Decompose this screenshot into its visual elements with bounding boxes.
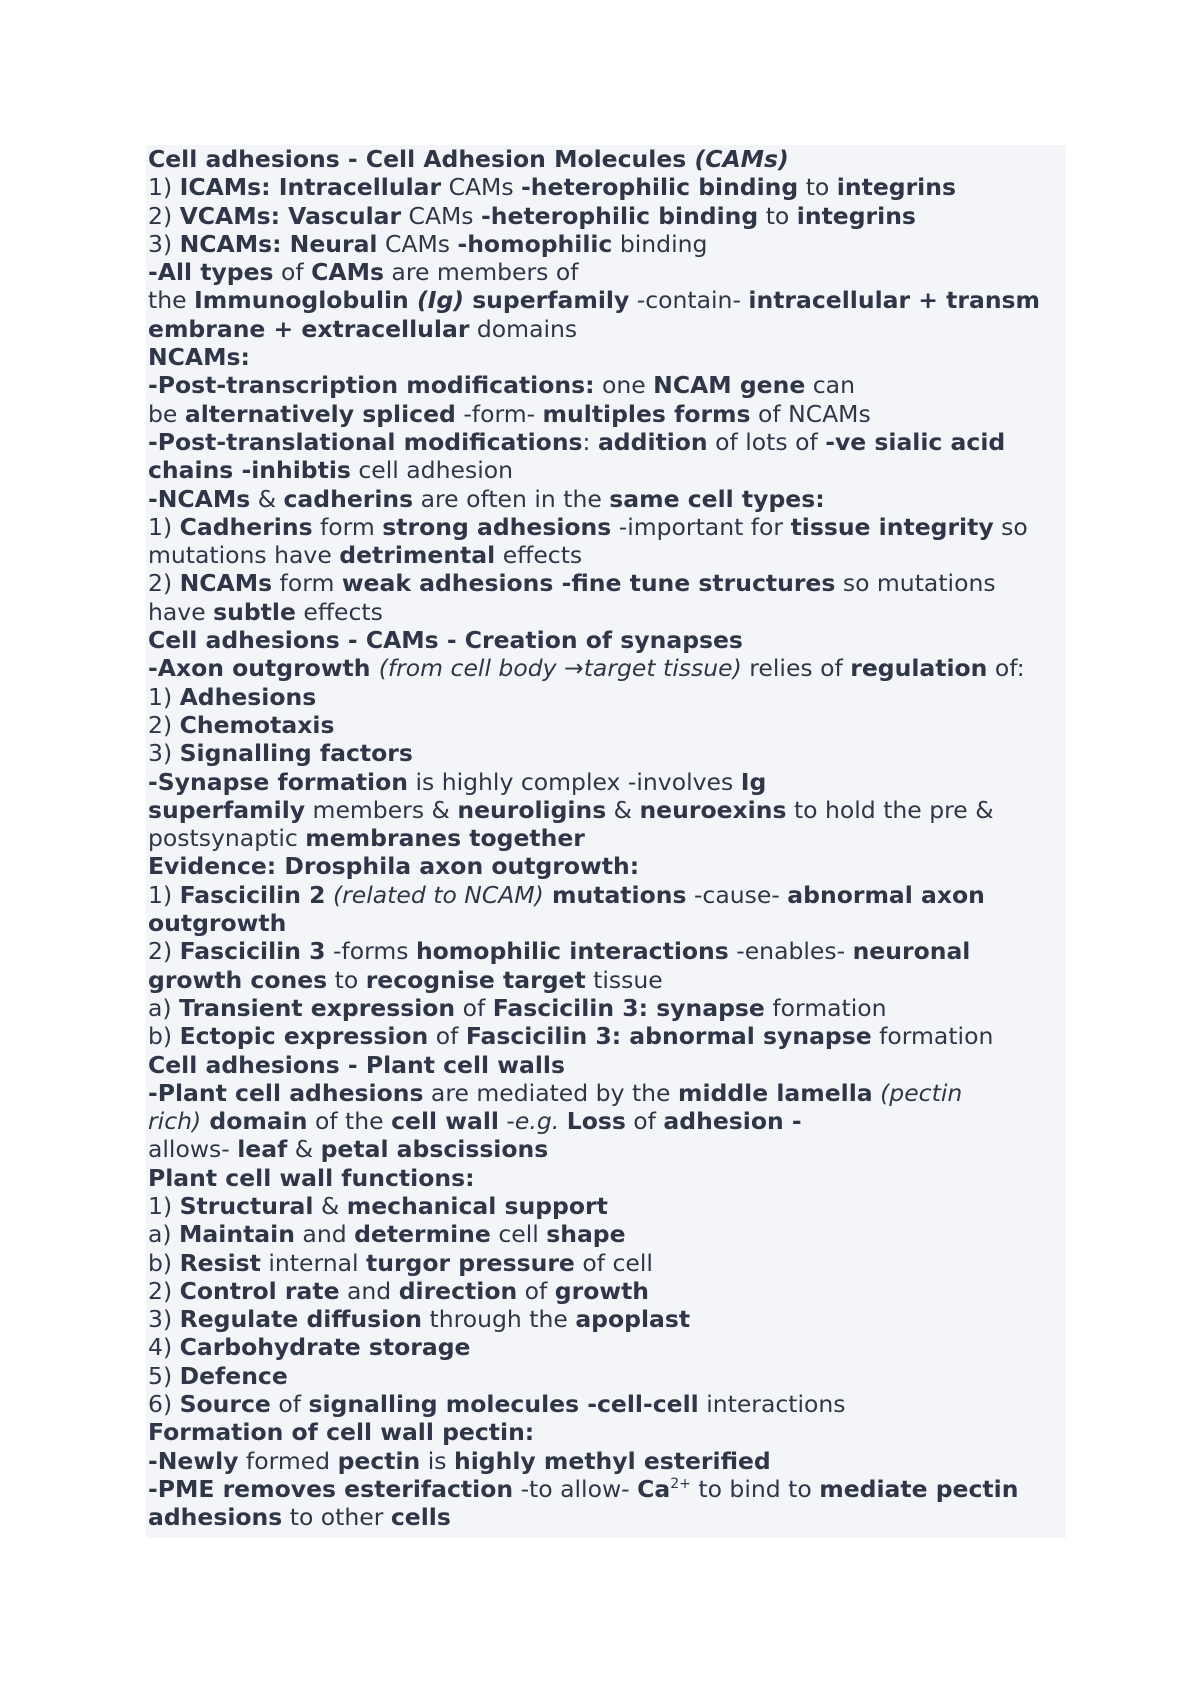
- text-run: mediate pectin: [819, 1474, 1019, 1503]
- text-line: [148, 569, 1064, 597]
- text-line: [148, 909, 1064, 937]
- text-run: outgrowth: [148, 909, 287, 938]
- text-run: leaf: [237, 1135, 288, 1164]
- text-run: NCAMs: [179, 569, 273, 598]
- text-run: 2): [148, 710, 180, 739]
- text-run: -cause-: [686, 880, 788, 909]
- text-run: multiples forms: [542, 399, 751, 428]
- text-line: [148, 1051, 1064, 1079]
- text-line: [148, 1107, 1064, 1135]
- text-run: neuroligins: [457, 795, 607, 824]
- text-line: [148, 456, 1064, 484]
- text-run: mutations: [543, 880, 687, 909]
- text-run: alternatively spliced: [184, 399, 456, 428]
- text-run: -heterophilic binding: [521, 173, 799, 202]
- text-line: [148, 400, 1064, 428]
- text-line: [148, 598, 1064, 626]
- text-run: a): [148, 1220, 180, 1249]
- text-run: ICAMs: Intracellular: [179, 173, 442, 202]
- text-line: [148, 796, 1064, 824]
- text-run: integrins: [836, 173, 956, 202]
- text-run: is: [420, 1446, 454, 1475]
- text-run: mechanical support: [346, 1191, 608, 1220]
- text-run: 3): [148, 229, 180, 258]
- text-run: NCAMs: Neural: [179, 229, 378, 258]
- text-run: Formation of cell wall pectin:: [148, 1418, 535, 1447]
- text-run: middle lamella: [677, 1078, 873, 1107]
- text-run: -enables-: [728, 937, 853, 966]
- text-run: integrins: [796, 201, 916, 230]
- text-run: to: [327, 965, 366, 994]
- text-run: Fascicilin 2: [179, 880, 326, 909]
- text-run: highly methyl esterified: [454, 1446, 771, 1475]
- text-run: determine: [354, 1220, 491, 1249]
- text-run: of: [517, 1276, 555, 1305]
- text-run: binding: [612, 229, 708, 258]
- text-line: [148, 966, 1064, 994]
- text-run: neuronal: [852, 937, 971, 966]
- text-line: [148, 1475, 1064, 1503]
- text-run: Ig: [740, 767, 767, 796]
- text-line: [148, 541, 1064, 569]
- text-run: -forms: [325, 937, 416, 966]
- text-run: so mutations: [835, 569, 996, 598]
- text-run: are members of: [383, 258, 579, 287]
- text-run: superfamily: [464, 286, 630, 315]
- text-line: [148, 768, 1064, 796]
- text-run: e.g.: [514, 1107, 560, 1136]
- text-line: [148, 202, 1064, 230]
- text-run: cell: [490, 1220, 547, 1249]
- text-run: Adhesions: [179, 682, 317, 711]
- text-run: -contain-: [629, 286, 749, 315]
- text-run: recognise target: [365, 965, 586, 994]
- text-run: strong adhesions: [382, 512, 612, 541]
- text-line: [148, 1164, 1064, 1192]
- text-run: abnormal axon: [787, 880, 985, 909]
- text-line: [148, 1390, 1064, 1418]
- text-run: cadherins: [283, 484, 414, 513]
- text-run: Cell adhesions - CAMs - Creation of synapses: [148, 626, 743, 655]
- text-run: 3): [148, 1305, 180, 1334]
- text-run: Ca: [637, 1474, 671, 1503]
- text-run: regulation: [850, 654, 988, 683]
- text-run: 2): [148, 1276, 180, 1305]
- text-run: 4): [148, 1333, 180, 1362]
- text-run: CAMs: [377, 229, 458, 258]
- text-run: Ectopic expression: [179, 1022, 429, 1051]
- text-line: [148, 1418, 1064, 1446]
- text-run: is highly complex -involves: [407, 767, 741, 796]
- text-run: direction: [398, 1276, 518, 1305]
- text-run: [559, 1107, 566, 1135]
- text-line: [148, 286, 1064, 314]
- text-run: &: [606, 795, 640, 824]
- text-run: shape: [546, 1220, 626, 1249]
- text-run: the: [148, 286, 195, 315]
- text-run: -PME removes esterifaction: [148, 1474, 514, 1503]
- text-run: addition: [597, 427, 708, 456]
- text-line: [148, 258, 1064, 286]
- text-line: [148, 654, 1064, 682]
- text-run: -: [498, 1107, 515, 1136]
- document-text-block: [146, 145, 1066, 1538]
- text-line: [148, 1220, 1064, 1248]
- text-run: Loss: [566, 1107, 626, 1136]
- text-run: form: [312, 512, 383, 541]
- text-run: -form-: [455, 399, 543, 428]
- text-run: tissue: [585, 965, 663, 994]
- text-run: adhesion -: [663, 1107, 802, 1136]
- text-run: 5): [148, 1361, 180, 1390]
- text-run: b): [148, 1022, 180, 1051]
- text-run: &: [313, 1191, 347, 1220]
- text-run: (Ig): [416, 286, 465, 315]
- text-run: Immunoglobulin: [194, 286, 417, 315]
- text-run: cell wall: [391, 1107, 499, 1136]
- text-line: [148, 1333, 1064, 1361]
- text-line: [148, 626, 1064, 654]
- text-run: of:: [987, 654, 1025, 683]
- text-line: [148, 1447, 1064, 1475]
- text-line: [148, 1249, 1064, 1277]
- text-run: have: [148, 597, 214, 626]
- text-run: chains -inhibtis: [148, 456, 351, 485]
- text-run: adhesions: [148, 1503, 283, 1532]
- text-run: b): [148, 1248, 180, 1277]
- text-line: [148, 485, 1064, 513]
- text-run: 3): [148, 739, 180, 768]
- text-run: one: [594, 371, 654, 400]
- text-line: [148, 173, 1064, 201]
- text-run: neuroexins: [639, 795, 787, 824]
- text-run: Signalling factors: [179, 739, 413, 768]
- text-run: intracellular + transm: [748, 286, 1041, 315]
- text-run: 6): [148, 1390, 180, 1419]
- text-run: to hold the pre &: [786, 795, 994, 824]
- text-run: VCAMs: Vascular: [179, 201, 402, 230]
- text-run: same cell types:: [609, 484, 825, 513]
- text-run: of lots of: [707, 427, 826, 456]
- text-run: Structural: [179, 1191, 314, 1220]
- text-run: -homophilic: [457, 229, 613, 258]
- text-run: members &: [305, 795, 458, 824]
- text-run: -Plant cell adhesions: [148, 1078, 424, 1107]
- text-run: Chemotaxis: [179, 710, 335, 739]
- text-line: [148, 994, 1064, 1022]
- text-run: internal: [260, 1248, 366, 1277]
- text-run: 1): [148, 880, 180, 909]
- text-run: homophilic interactions: [415, 937, 729, 966]
- text-run: 1): [148, 512, 180, 541]
- text-run: weak adhesions -fine tune structures: [341, 569, 836, 598]
- text-run: -Post-translational modifications: [148, 427, 583, 456]
- text-run: 2): [148, 201, 180, 230]
- text-run: Resist: [179, 1248, 261, 1277]
- text-run: -Synapse formation: [148, 767, 408, 796]
- text-run: can: [805, 371, 855, 400]
- text-run: of: [625, 1107, 664, 1136]
- text-run: domains: [469, 314, 578, 343]
- text-line: [148, 1079, 1064, 1107]
- text-line: [148, 343, 1064, 371]
- text-line: [148, 1135, 1064, 1163]
- text-run: :: [582, 427, 598, 456]
- text-run: of: [273, 258, 312, 287]
- text-run: 1): [148, 173, 180, 202]
- text-run: [325, 881, 332, 909]
- text-run: (pectin: [880, 1078, 963, 1107]
- text-line: [148, 1362, 1064, 1390]
- text-run: Plant cell wall functions:: [148, 1163, 475, 1192]
- text-run: postsynaptic: [148, 824, 306, 853]
- text-run: turgor pressure: [365, 1248, 575, 1277]
- text-run: to other: [282, 1503, 391, 1532]
- text-run: Fascicilin 3: abnormal synapse: [465, 1022, 872, 1051]
- text-run: Source: [179, 1390, 271, 1419]
- text-run: growth: [554, 1276, 650, 1305]
- text-run: CAMs: [311, 258, 384, 287]
- text-run: NCAMs:: [148, 343, 250, 372]
- text-line: [148, 739, 1064, 767]
- text-run: Fascicilin 3: synapse: [492, 993, 765, 1022]
- text-run: of: [270, 1390, 309, 1419]
- text-line: [148, 145, 1064, 173]
- text-run: mutations have: [148, 541, 340, 570]
- text-run: 1): [148, 1191, 180, 1220]
- text-run: -Post-transcription modifications:: [148, 371, 595, 400]
- text-run: and: [294, 1220, 355, 1249]
- text-line: [148, 428, 1064, 456]
- text-run: -NCAMs: [148, 484, 251, 513]
- text-run: CAMs: [441, 173, 522, 202]
- text-run: allows-: [148, 1135, 238, 1164]
- text-line: [148, 513, 1064, 541]
- text-run: of: [455, 993, 493, 1022]
- text-line: [148, 1277, 1064, 1305]
- text-line: [148, 683, 1064, 711]
- text-run: are often in the: [413, 484, 610, 513]
- text-run: superfamily: [148, 795, 306, 824]
- text-run: -All types: [148, 258, 274, 287]
- text-run: -Axon outgrowth: [148, 654, 379, 683]
- text-run: NCAM gene: [653, 371, 806, 400]
- text-run: formation: [764, 993, 887, 1022]
- text-run: cells: [390, 1503, 451, 1532]
- text-line: [148, 824, 1064, 852]
- text-line: [148, 230, 1064, 258]
- text-run: apoplast: [575, 1305, 691, 1334]
- text-line: [148, 1192, 1064, 1220]
- text-line: [148, 315, 1064, 343]
- text-run: -important for: [611, 512, 791, 541]
- text-run: to: [798, 173, 837, 202]
- text-run: formation: [871, 1022, 994, 1051]
- text-run: rich): [148, 1107, 202, 1136]
- text-run: &: [287, 1135, 321, 1164]
- text-run: embrane + extracellular: [148, 314, 470, 343]
- text-run: 2): [148, 937, 180, 966]
- text-run: through the: [422, 1305, 576, 1334]
- text-run: subtle: [213, 597, 296, 626]
- text-run: a): [148, 993, 180, 1022]
- text-line: [148, 1503, 1064, 1531]
- text-run: 2+: [670, 1476, 691, 1493]
- text-run: -heterophilic binding: [481, 201, 759, 230]
- text-run: Carbohydrate storage: [179, 1333, 471, 1362]
- text-run: Regulate diffusion: [179, 1305, 423, 1334]
- text-run: (related to NCAM): [332, 880, 544, 909]
- text-run: Maintain: [179, 1220, 295, 1249]
- text-run: -Newly: [148, 1446, 239, 1475]
- text-run: signalling molecules -cell-cell: [308, 1390, 699, 1419]
- text-run: 1): [148, 682, 180, 711]
- text-run: (CAMs): [694, 145, 789, 173]
- text-run: Defence: [179, 1361, 288, 1390]
- text-run: (from cell body →target tissue): [378, 654, 742, 683]
- text-run: detrimental: [339, 541, 496, 570]
- text-run: to bind to: [690, 1474, 820, 1503]
- text-run: of the: [307, 1107, 392, 1136]
- text-run: Fascicilin 3: [179, 937, 326, 966]
- text-run: petal abscissions: [320, 1135, 549, 1164]
- text-run: so: [993, 512, 1028, 541]
- text-line: [148, 1305, 1064, 1333]
- text-run: Cell adhesions - Plant cell walls: [148, 1050, 565, 1079]
- text-run: effects: [295, 597, 383, 626]
- text-run: Cell adhesions - Cell Adhesion Molecules: [148, 145, 695, 173]
- text-line: [148, 937, 1064, 965]
- text-line: [148, 711, 1064, 739]
- text-run: Control rate: [179, 1276, 340, 1305]
- text-run: -ve sialic acid: [825, 427, 1006, 456]
- text-run: CAMs: [401, 201, 482, 230]
- text-run: effects: [495, 541, 583, 570]
- text-run: &: [250, 484, 284, 513]
- text-run: are mediated by the: [423, 1078, 678, 1107]
- text-run: relies of: [741, 654, 851, 683]
- text-line: [148, 881, 1064, 909]
- text-run: interactions: [698, 1390, 846, 1419]
- text-line: [148, 1022, 1064, 1050]
- text-run: of NCAMs: [750, 399, 871, 428]
- text-run: to: [758, 201, 797, 230]
- text-run: of: [428, 1022, 466, 1051]
- text-run: pectin: [337, 1446, 421, 1475]
- text-run: Evidence: Drosphila axon outgrowth:: [148, 852, 640, 881]
- text-run: form: [272, 569, 342, 598]
- text-run: Transient expression: [179, 993, 456, 1022]
- text-run: cell adhesion: [350, 456, 513, 485]
- text-run: tissue integrity: [790, 512, 994, 541]
- text-run: be: [148, 399, 185, 428]
- text-run: growth cones: [148, 965, 328, 994]
- text-run: domain: [201, 1107, 308, 1136]
- text-run: Cadherins: [179, 512, 313, 541]
- text-line: [148, 371, 1064, 399]
- text-run: -to allow-: [513, 1474, 638, 1503]
- text-run: formed: [238, 1446, 338, 1475]
- text-run: of cell: [574, 1248, 653, 1277]
- text-run: membranes together: [305, 824, 585, 853]
- text-run: and: [339, 1276, 399, 1305]
- text-line: [148, 852, 1064, 880]
- text-run: 2): [148, 569, 180, 598]
